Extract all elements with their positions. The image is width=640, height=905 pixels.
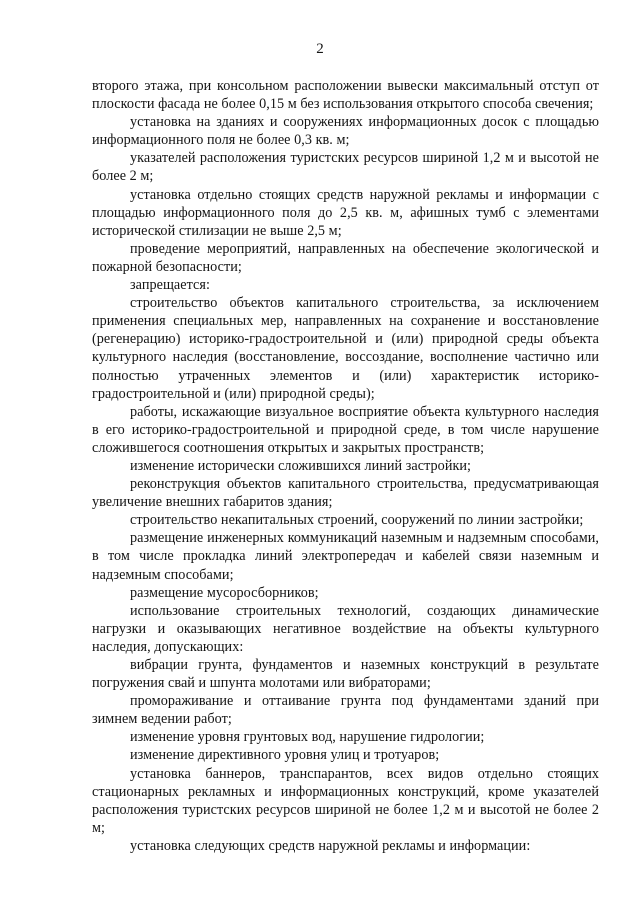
paragraph: реконструкция объектов капитального строительства, предусматривающая увеличение внешних габаритов здания; (92, 476, 599, 511)
paragraph: строительство объектов капитального строительства, за исключением применения специальных мер, направленных на сохранение и восстановление (регенерацию) историко-градостроительной и (или) природной среды объекта культурного наследия (восстановление, воссоздание, восполнение частично или полностью утраченных элементов и (или) характеристик историко-градостроительной и (или) природной среды); (92, 295, 599, 402)
paragraph: установка отдельно стоящих средств наружной рекламы и информации с площадью информационного поля до 2,5 кв. м, афишных тумб с элементами исторической стилизации не выше 2,5 м; (92, 186, 599, 239)
paragraph: изменение исторически сложившихся линий застройки; (130, 457, 472, 474)
paragraph: строительство некапитальных строений, сооружений по линии застройки; (130, 512, 584, 529)
paragraph: работы, искажающие визуальное восприятие объекта культурного наследия в его историко-градостроительной и природной среде, в том числе нарушение сложившегося соотношения открытых и закрытых пространств; (92, 403, 599, 456)
paragraph: размещение инженерных коммуникаций наземным и надземным способами, в том числе прокладка линий электропередач и кабелей связи наземным и надземным способами; (92, 530, 599, 583)
paragraph: второго этажа, при консольном расположении вывески максимальный отступ от плоскости фасада не более 0,15 м без использования открытого способа свечения; (92, 78, 599, 113)
paragraph: проведение мероприятий, направленных на обеспечение экологической и пожарной безопасности; (92, 240, 599, 275)
paragraph: указателей расположения туристских ресурсов шириной 1,2 м и высотой не более 2 м; (92, 150, 599, 185)
document-body (92, 77, 599, 855)
paragraph: использование строительных технологий, создающих динамические нагрузки и оказывающих негативное воздействие на объекты культурного наследия, допускающих: (92, 602, 599, 655)
paragraph: установка следующих средств наружной рекламы и информации: (130, 837, 531, 854)
paragraph: запрещается: (130, 277, 210, 294)
paragraph: изменение уровня грунтовых вод, нарушение гидрологии; (130, 729, 485, 746)
paragraph: размещение мусоросборников; (130, 584, 319, 601)
paragraph: установка на зданиях и сооружениях информационных досок с площадью информационного поля не более 0,3 кв. м; (92, 114, 599, 149)
paragraph: установка баннеров, транспарантов, всех видов отдельно стоящих стационарных рекламных и информационных конструкций, кроме указателей расположения туристских ресурсов шириной не более 1,2 м и высотой не более 2 м; (92, 765, 599, 836)
page-number: 2 (316, 41, 324, 57)
paragraph: промораживание и оттаивание грунта под фундаментами зданий при зимнем ведении работ; (92, 693, 599, 728)
paragraph: вибрации грунта, фундаментов и наземных конструкций в результате погружения свай и шпунта молотами или вибраторами; (92, 657, 599, 692)
paragraph: изменение директивного уровня улиц и тротуаров; (130, 747, 440, 764)
